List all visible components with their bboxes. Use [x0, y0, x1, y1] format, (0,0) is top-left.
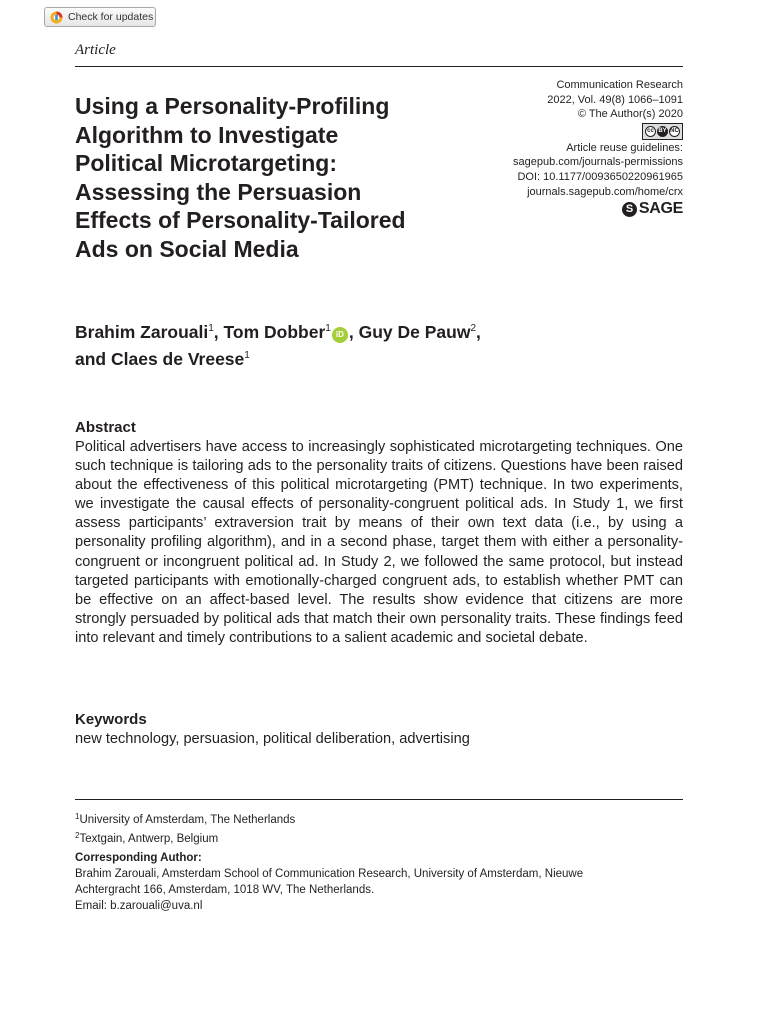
affiliation-text: Textgain, Antwerp, Belgium [79, 833, 219, 845]
copyright: © The Author(s) 2020 [577, 108, 683, 121]
check-for-updates-icon [50, 11, 63, 24]
affiliations [75, 809, 295, 847]
corresponding-author [75, 850, 683, 914]
reuse-link[interactable]: sagepub.com/journals-permissions [513, 156, 683, 169]
affiliation-marker: 2 [470, 323, 476, 334]
article-type-label: Article [75, 42, 116, 58]
title-line: Ads on Social Media [75, 235, 299, 262]
keywords-text: new technology, persuasion, political deliberation, advertising [75, 731, 470, 747]
corresponding-address-line: Achtergracht 166, Amsterdam, 1018 WV, The Netherlands. [75, 884, 375, 896]
affiliation-item [75, 828, 295, 847]
journal-metadata [513, 78, 683, 217]
sage-logo [622, 202, 683, 217]
title-line: Algorithm to Investigate [75, 121, 339, 148]
corresponding-email[interactable]: Email: b.zarouali@uva.nl [75, 900, 203, 912]
journal-link[interactable]: journals.sagepub.com/home/crx [527, 185, 683, 198]
title-line: Political Microtargeting: [75, 150, 337, 177]
title-line: Using a Personality-Profiling [75, 93, 390, 119]
reuse-label: Article reuse guidelines: [566, 141, 683, 154]
volume-info: 2022, Vol. 49(8) 1066–1091 [547, 93, 683, 106]
affiliation-text: University of Amsterdam, The Netherlands [79, 814, 296, 826]
footnote-divider [75, 799, 683, 800]
affiliation-marker: 1 [208, 323, 214, 334]
attribution-icon: BY [657, 126, 668, 137]
journal-name: Communication Research [556, 79, 683, 91]
sage-logo-text: SAGE [638, 200, 683, 218]
check-for-updates-label: Check for updates [68, 11, 154, 23]
noncommercial-icon: NC [669, 126, 680, 137]
creative-commons-icon: cc [645, 126, 656, 137]
sage-logo-icon: S [622, 202, 637, 217]
affiliation-marker: 1 [325, 323, 331, 334]
keywords-heading: Keywords [75, 711, 147, 728]
author-name: Tom Dobber [223, 322, 326, 342]
abstract-text: Political advertisers have access to increasingly sophisticated microtargeting techniques. One such technique is tailoring ads to the personality traits of citizens. Questions have been raised about the effectiveness of this political microtargeting (PMT) technique. In two experiments, we investigate the causal effects of personality-congruent political ads. In Study 1, we first assess participants’ extraversion trait by means of their own text data (i.e., by using a personality profiling algorithm), and in a second phase, target them with either a personality-congruent or incongruent political ad. In Study 2, we followed the same protocol, but instead targeted participants with emotionally-charged congruent ads, to establish whether PMT can be effective on an affect-based level. The results show evidence that citizens are more strongly persuaded by political ads that match their own personality traits. These findings feed into relevant and timely contributions to a salient academic and societal debate. [75, 439, 683, 646]
affiliation-number: 2 [75, 831, 80, 840]
corresponding-heading: Corresponding Author: [75, 852, 202, 864]
author-name: and Claes de Vreese [75, 349, 245, 369]
paper-title [75, 92, 505, 264]
author-name: Brahim Zarouali [75, 322, 209, 342]
affiliation-item [75, 809, 295, 828]
license-badge[interactable] [642, 123, 683, 140]
author-list: Brahim Zarouali$^1$, Tom Dobber$^1$iD , Guy De Pauw$^2$, and Claes de Vreese$^1$ [75, 322, 481, 369]
doi[interactable]: DOI: 10.1177/0093650220961965 [517, 170, 683, 183]
top-divider [75, 66, 683, 67]
affiliation-marker: 1 [244, 350, 250, 361]
abstract-heading: Abstract [75, 419, 136, 436]
title-line: Effects of Personality-Tailored [75, 207, 406, 234]
corresponding-address-line: Brahim Zarouali, Amsterdam School of Communication Research, University of Amsterdam, Nieuwe [75, 868, 584, 880]
title-line: Assessing the Persuasion [75, 178, 362, 205]
author-name: Guy De Pauw [358, 322, 471, 342]
check-for-updates-button[interactable] [44, 7, 156, 27]
affiliation-number: 1 [75, 812, 80, 821]
orcid-icon[interactable]: iD [332, 327, 348, 343]
